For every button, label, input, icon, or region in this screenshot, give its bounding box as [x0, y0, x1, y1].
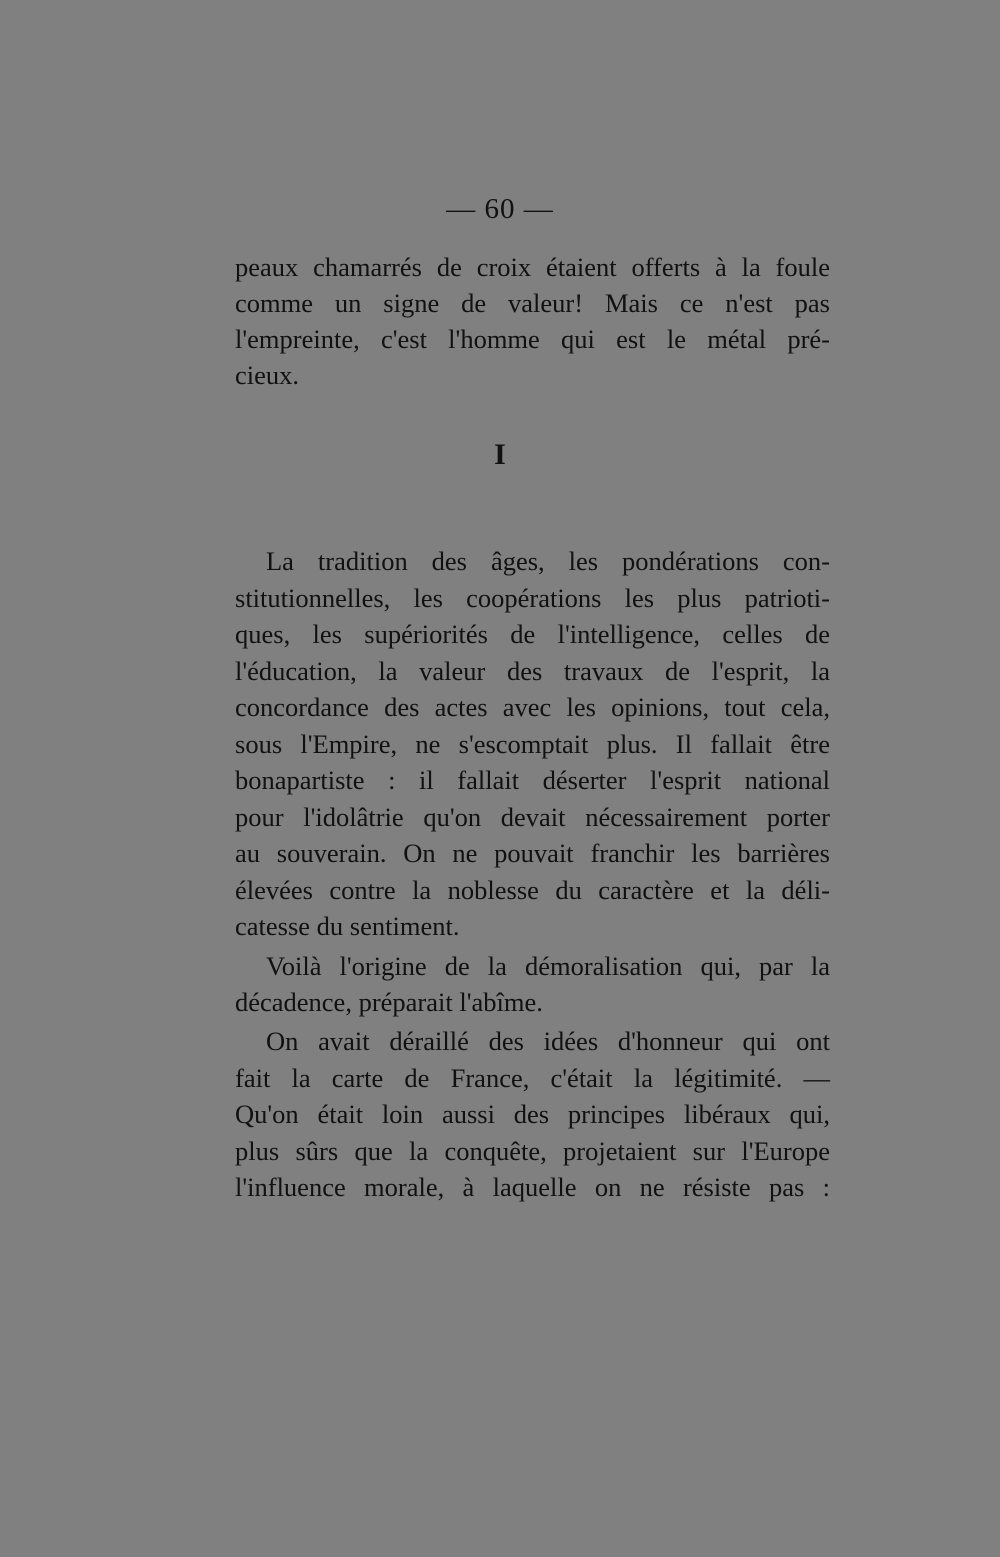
text-line: concordance des actes avec les opinions, tout cela, [235, 692, 830, 722]
text-line: élevées contre la noblesse du caractère et la déli- [235, 875, 830, 905]
text-line: bonapartiste : il fallait déserter l'esprit national [235, 765, 830, 795]
page-number: — 60 — [446, 193, 554, 225]
text-line: au souverain. On ne pouvait franchir les barrières [235, 838, 830, 868]
text-line: cieux. [235, 360, 300, 390]
text-line: pour l'idolâtrie qu'on devait nécessairement porter [235, 802, 830, 832]
text-line: fait la carte de France, c'était la légitimité. — [235, 1063, 830, 1093]
section-heading: I [494, 438, 506, 471]
text-line: peaux chamarrés de croix étaient offerts à la foule [235, 252, 830, 282]
text-line: Qu'on était loin aussi des principes libéraux qui, [235, 1099, 830, 1129]
text-line: La tradition des âges, les pondérations con- [266, 546, 830, 576]
text-line: catesse du sentiment. [235, 911, 460, 941]
text-line: stitutionnelles, les coopérations les plus patrioti- [235, 583, 830, 613]
text-line: sous l'Empire, ne s'escomptait plus. Il fallait être [235, 729, 830, 759]
text-line: l'éducation, la valeur des travaux de l'esprit, la [235, 656, 830, 686]
text-line: On avait déraillé des idées d'honneur qui ont [266, 1026, 830, 1056]
text-line: plus sûrs que la conquête, projetaient sur l'Europe [235, 1136, 830, 1166]
text-line: l'empreinte, c'est l'homme qui est le métal pré- [235, 324, 830, 354]
text-line: Voilà l'origine de la démoralisation qui, par la [266, 951, 830, 981]
text-line: l'influence morale, à laquelle on ne résiste pas : [235, 1172, 830, 1202]
text-line: comme un signe de valeur! Mais ce n'est pas [235, 288, 830, 318]
text-line: ques, les supériorités de l'intelligence, celles de [235, 619, 830, 649]
text-line: décadence, préparait l'abîme. [235, 987, 543, 1017]
